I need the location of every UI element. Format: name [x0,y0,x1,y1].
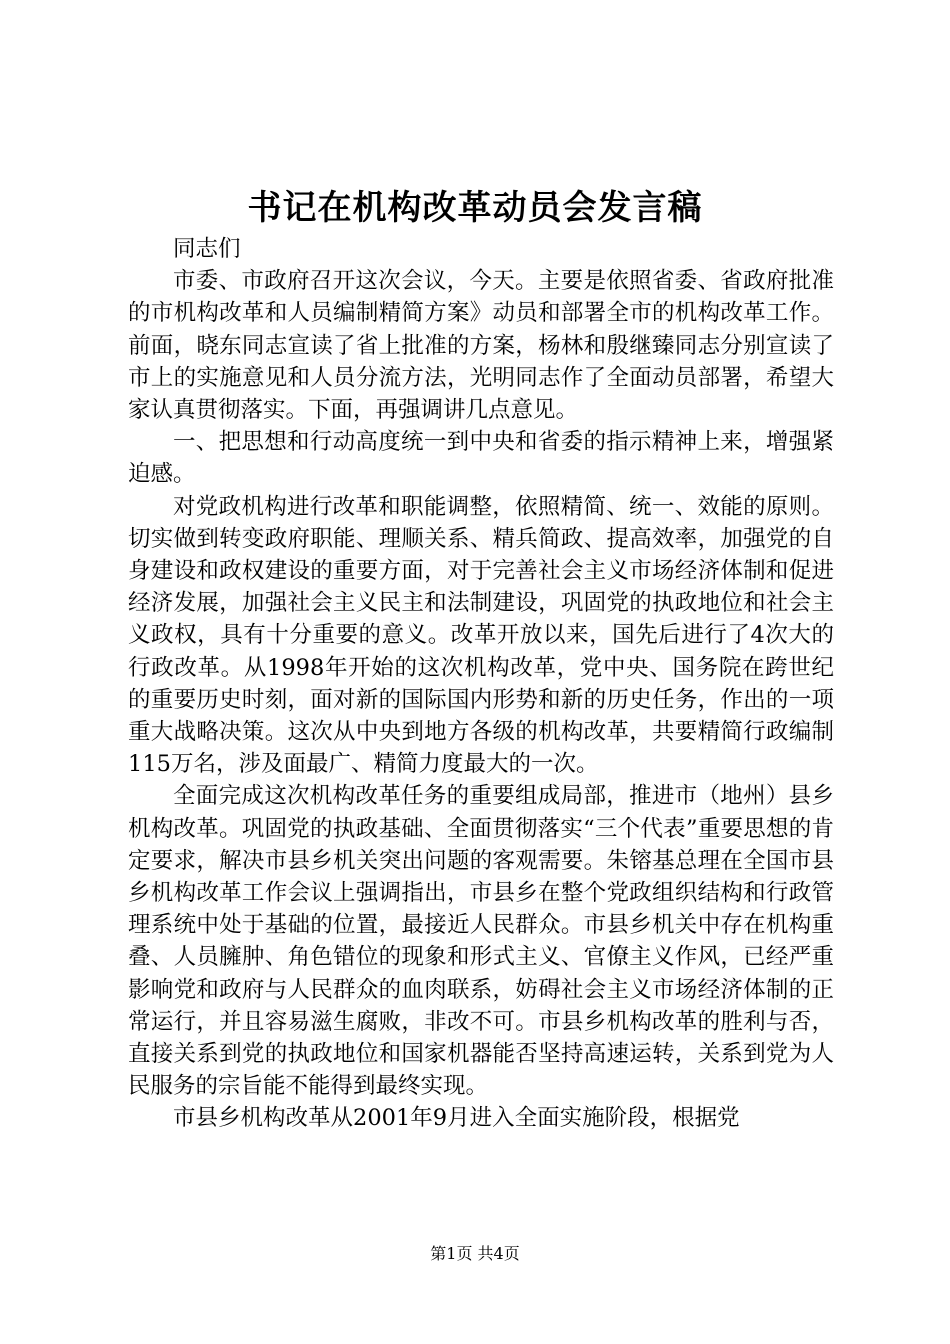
body-paragraph: 市委、市政府召开这次会议，今天。主要是依照省委、省政府批准的市机构改革和人员编制精简方案》动员和部署全市的机构改革工作。前面，晓东同志宣读了省上批准的方案，杨林和殷继臻同志分别宣读了市上的实施意见和人员分流方法，光明同志作了全面动员部署，希望大家认真贯彻落实。下面，再强调讲几点意见。 [128,268,834,424]
section-heading-paragraph: 一、把思想和行动高度统一到中央和省委的指示精神上来，增强紧迫感。 [128,429,834,488]
body-paragraph: 市县乡机构改革从2001年9月进入全面实施阶段，根据党 [173,1105,740,1132]
page-number-footer: 第1页 共4页 [430,1244,520,1263]
body-paragraph: 全面完成这次机构改革任务的重要组成局部，推进市（地州）县乡机构改革。巩固党的执政基础、全面贯彻落实“三个代表”重要思想的肯定要求，解决市县乡机关突出问题的客观需要。朱镕基总理在全国市县乡机构改革工作会议上强调指出，市县乡在整个党政组织结构和行政管理系统中处于基础的位置，最接近人民群众。市县乡机关中存在机构重叠、人员臃肿、角色错位的现象和形式主义、官僚主义作风，已经严重影响党和政府与人民群众的血肉联系，妨碍社会主义市场经济体制的正常运行，并且容易滋生腐败，非改不可。市县乡机构改革的胜利与否，直接关系到党的执政地位和国家机器能否坚持高速运转，关系到党为人民服务的宗旨能不能得到最终实现。 [128,783,834,1100]
body-paragraph: 对党政机构进行改革和职能调整，依照精简、统一、效能的原则。切实做到转变政府职能、理顺关系、精兵简政、提高效率，加强党的自身建设和政权建设的重要方面，对于完善社会主义市场经济体制和促进经济发展，加强社会主义民主和法制建设，巩固党的执政地位和社会主义政权，具有十分重要的意义。改革开放以来，国先后进行了4次大的行政改革。从1998年开始的这次机构改革，党中央、国务院在跨世纪的重要历史时刻，面对新的国际国内形势和新的历史任务，作出的一项重大战略决策。这次从中央到地方各级的机构改革，共要精简行政编制115万名，涉及面最广、精简力度最大的一次。 [128,493,834,778]
salutation-paragraph: 同志们 [173,236,241,262]
document-title: 书记在机构改革动员会发言稿 [247,188,703,228]
document-body [128,233,834,1135]
